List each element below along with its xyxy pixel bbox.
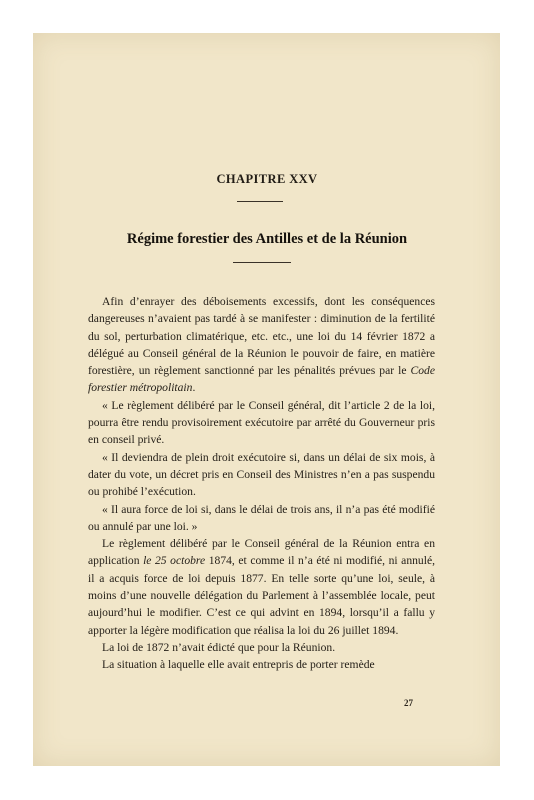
text-segment: Le règlement délibéré par le Conseil général de la Réunion entra en application <box>88 537 435 568</box>
text-segment: Afin d’enrayer des déboisements excessifs, dont les conséquences dangereuses n’avaient pas tardé à se manifester : diminution de la fertilité du sol, perturbation climatérique, etc. etc., une loi du 14 février 1872 a délégué au Conseil général de la Réunion le pouvoir de faire, en matière forestière, un règlement sanctionné par les pénalités prévues par le <box>88 295 435 378</box>
paragraph <box>88 501 435 536</box>
text-segment: . <box>192 381 196 395</box>
paragraph <box>88 397 435 449</box>
body-text <box>88 293 435 674</box>
paragraph <box>88 449 435 501</box>
text-segment: La loi de 1872 n’avait édicté que pour la Réunion. <box>102 640 336 654</box>
chapter-heading: CHAPITRE XXV <box>216 172 318 186</box>
paragraph <box>88 293 435 397</box>
text-segment: « Il deviendra de plein droit exécutoire si, dans un délai de six mois, à dater du vote, un décret pris en Conseil des Ministres n’en a pas suspendu ou prohibé l’exécution. <box>88 450 435 499</box>
text-segment: « Il aura force de loi si, dans le délai de trois ans, il n’a pas été modifié ou annulé par une loi. » <box>88 502 435 533</box>
italic-segment: le 25 octobre <box>143 554 206 568</box>
paragraph <box>88 639 435 656</box>
paragraph <box>88 656 435 673</box>
text-segment: « Le règlement délibéré par le Conseil général, dit l’article 2 de la loi, pourra être rendu provisoirement exécutoire par arrêté du Gouverneur pris en conseil privé. <box>88 398 435 447</box>
chapter-title: Régime forestier des Antilles et de la Réunion <box>126 231 408 247</box>
text-segment: 1874, et comme il n’a été ni modifié, ni annulé, il a acquis force de loi depuis 1877. En telle sorte qu’une loi, seule, à moins d’une nouvelle délégation du Parlement à l’assemblée locale, peut aujourd’hui le modifier. C’est ce qui advint en 1894, lorsqu’il a fallu y apporter la légère modification que réalisa la loi du 26 juillet 1894. <box>88 554 435 637</box>
text-segment: La situation à laquelle elle avait entrepris de porter remède <box>102 658 375 672</box>
italic-segment: Code forestier métropolitain <box>88 364 435 395</box>
title-divider <box>233 262 291 263</box>
paragraph <box>88 535 435 639</box>
heading-divider <box>237 201 283 202</box>
page-number: 27 <box>404 698 413 708</box>
